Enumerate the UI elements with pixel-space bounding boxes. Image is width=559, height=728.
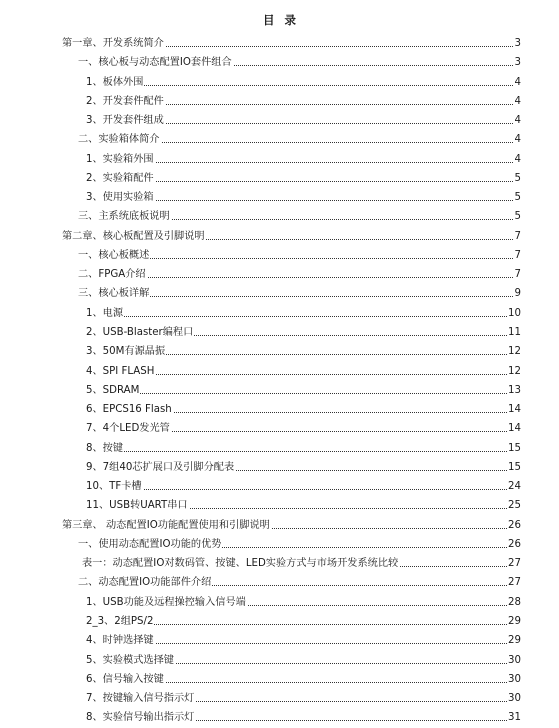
toc-entry-label: 5、SDRAM [86,381,140,400]
toc-entry-label: 8、实验信号输出指示灯 [86,708,195,727]
toc-entry-label: 1、板体外围 [86,73,144,92]
toc-entry-label: 3、使用实验箱 [86,188,155,207]
toc-entry-label: 1、实验箱外围 [86,150,155,169]
toc-entry-label: 6、信号输入按键 [86,670,165,689]
toc-entry[interactable] [0,477,559,496]
toc-entry[interactable] [0,207,559,226]
toc-entry-page: 31 [507,708,521,727]
toc-entry-page: 28 [507,593,521,612]
toc-entry[interactable] [0,439,559,458]
toc-entry-label: 6、EPCS16 Flash [86,400,173,419]
toc-entry[interactable] [0,246,559,265]
toc-entry[interactable] [0,651,559,670]
toc-entry[interactable] [0,573,559,592]
toc-entry-label: 7、按键输入信号指示灯 [86,689,195,708]
toc-entry[interactable] [0,53,559,72]
toc-entry-page: 14 [507,419,521,438]
toc-entry-page: 4 [514,73,521,92]
toc-entry-page: 12 [507,342,521,361]
toc-entry-label: 2、实验箱配件 [86,169,155,188]
toc-entry[interactable] [0,284,559,303]
toc-entry[interactable] [0,689,559,708]
toc-entry-page: 12 [507,362,521,381]
toc-entry-page: 7 [514,227,521,246]
toc-entry-page: 3 [514,53,521,72]
toc-entry-page: 26 [507,516,521,535]
toc-entry[interactable] [0,92,559,111]
toc-entry-label: 4、时钟选择键 [86,631,155,650]
toc-entry-page: 5 [514,169,521,188]
toc-entry[interactable] [0,342,559,361]
toc-entry[interactable] [0,304,559,323]
toc-entry[interactable] [0,130,559,149]
toc-entry-page: 25 [507,496,521,515]
toc-entry-page: 15 [507,439,521,458]
toc-entry-label: 第三章、 动态配置IO功能配置使用和引脚说明 [62,516,271,535]
toc-entry-page: 4 [514,111,521,130]
toc-entry-label: 4、SPI FLASH [86,362,155,381]
toc-entry-page: 9 [514,284,521,303]
toc-entry-page: 27 [507,573,521,592]
toc-entry-page: 30 [507,689,521,708]
toc-entry[interactable] [0,458,559,477]
toc-entry-page: 24 [507,477,521,496]
toc-entry-label: 1、电源 [86,304,124,323]
toc-entry-label: 二、动态配置IO功能部件介绍 [78,573,212,592]
toc-entry-label: 7、4个LED发光管 [86,419,171,438]
toc-entry[interactable] [0,381,559,400]
toc-entry-label: 3、50M有源晶振 [86,342,166,361]
toc-entry-label: 1、USB功能及远程操控输入信号端 [86,593,247,612]
toc-entry[interactable] [0,419,559,438]
toc-title: 目录 [263,13,306,27]
toc-dot-leader [86,451,515,452]
toc-entry-page: 10 [507,304,521,323]
toc-entry-label: 2_3、2组PS/2 [86,612,154,631]
toc-entry-label: 2、开发套件配件 [86,92,165,111]
toc-entry-label: 表一：动态配置IO对数码管、按键、LED实验方式与市场开发系统比较 [82,554,399,573]
toc-entry[interactable] [0,708,559,727]
toc-entry[interactable] [0,323,559,342]
toc-entry-label: 5、实验模式选择键 [86,651,175,670]
toc-entry[interactable] [0,73,559,92]
toc-entry-label: 一、核心板与动态配置IO套件组合 [78,53,233,72]
toc-entry-label: 一、核心板概述 [78,246,150,265]
toc-entry[interactable] [0,612,559,631]
toc-entry[interactable] [0,400,559,419]
toc-entry-label: 3、开发套件组成 [86,111,165,130]
toc-entry[interactable] [0,631,559,650]
toc-entry[interactable] [0,362,559,381]
toc-entry-page: 29 [507,612,521,631]
toc-entry-label: 二、实验箱体简介 [78,130,161,149]
toc-entry[interactable] [0,34,559,53]
toc-entry-label: 9、7组40芯扩展口及引脚分配表 [86,458,235,477]
toc-dot-leader [86,85,515,86]
toc-list [0,34,559,728]
toc-entry-label: 第二章、核心板配置及引脚说明 [62,227,206,246]
toc-entry-label: 二、FPGA介绍 [78,265,147,284]
toc-entry[interactable] [0,516,559,535]
toc-entry-page: 13 [507,381,521,400]
toc-entry-page: 3 [514,34,521,53]
toc-entry-page: 5 [514,207,521,226]
toc-entry[interactable] [0,227,559,246]
toc-entry-label: 三、主系统底板说明 [78,207,171,226]
toc-entry[interactable] [0,593,559,612]
toc-dot-leader [86,316,515,317]
toc-entry-page: 26 [507,535,521,554]
toc-entry-label: 第一章、开发系统简介 [62,34,165,53]
toc-entry[interactable] [0,554,559,573]
toc-entry-page: 7 [514,246,521,265]
toc-entry-page: 14 [507,400,521,419]
toc-entry[interactable] [0,265,559,284]
toc-entry-page: 29 [507,631,521,650]
toc-entry[interactable] [0,188,559,207]
toc-entry[interactable] [0,535,559,554]
toc-dot-leader [86,489,515,490]
toc-entry[interactable] [0,670,559,689]
toc-entry-label: 一、使用动态配置IO功能的优势 [78,535,222,554]
toc-entry-page: 5 [514,188,521,207]
toc-entry[interactable] [0,111,559,130]
toc-entry-page: 7 [514,265,521,284]
toc-entry[interactable] [0,169,559,188]
toc-entry-page: 30 [507,651,521,670]
toc-entry-page: 27 [507,554,521,573]
toc-entry-label: 2、USB-Blaster编程口 [86,323,194,342]
toc-entry-page: 4 [514,150,521,169]
toc-entry-label: 8、按键 [86,439,124,458]
toc-entry-page: 4 [514,92,521,111]
toc-entry-page: 15 [507,458,521,477]
toc-entry-page: 30 [507,670,521,689]
toc-entry-label: 10、TF卡槽 [86,477,143,496]
toc-entry[interactable] [0,150,559,169]
toc-entry[interactable] [0,496,559,515]
toc-dot-leader [86,393,515,394]
toc-entry-page: 11 [507,323,521,342]
toc-entry-page: 4 [514,130,521,149]
toc-entry-label: 11、USB转UART串口 [86,496,189,515]
toc-entry-label: 三、核心板详解 [78,284,150,303]
